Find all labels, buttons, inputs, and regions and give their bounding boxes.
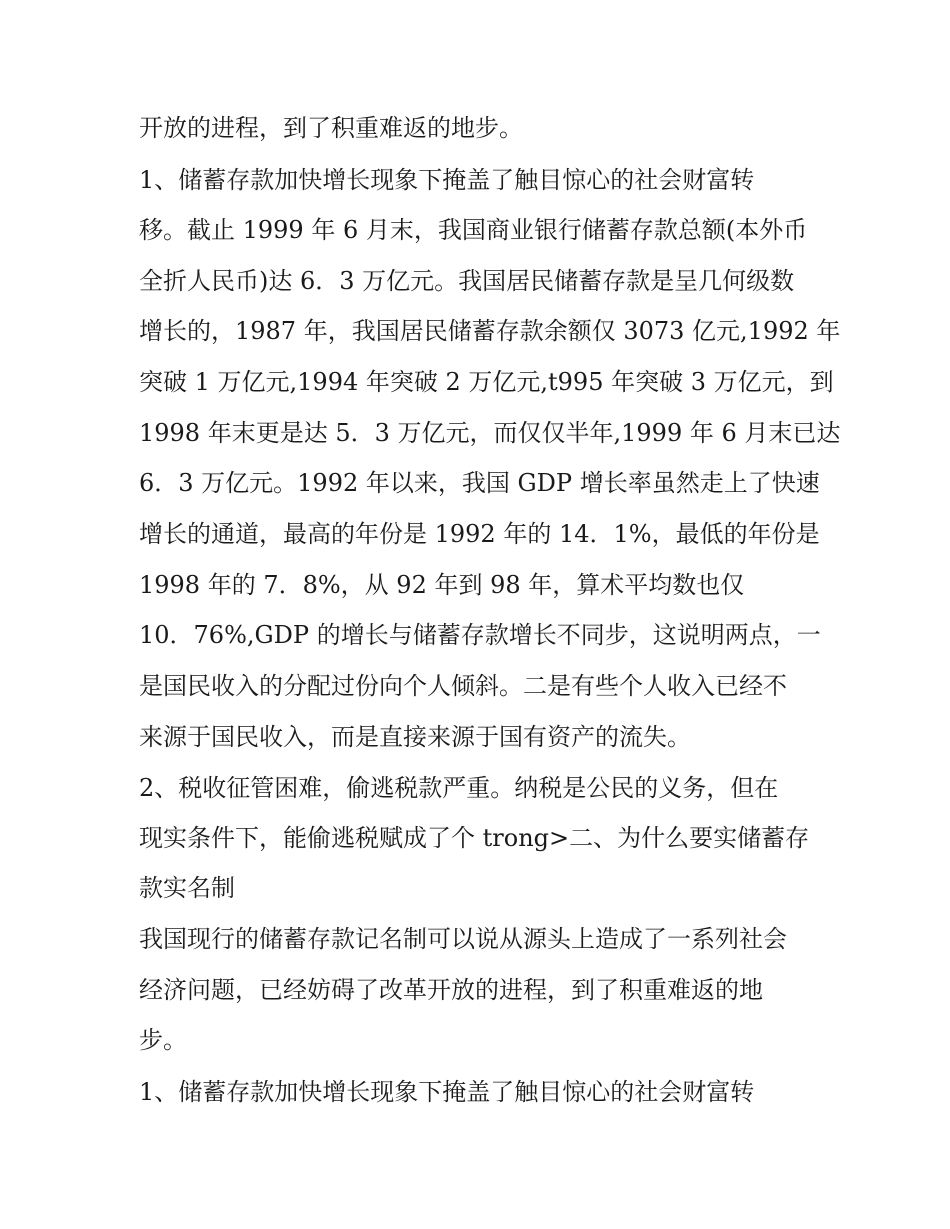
text-line: 1、储蓄存款加快增长现象下掩盖了触目惊心的社会财富转 — [139, 1078, 755, 1106]
text-line: 现实条件下，能偷逃税赋成了个 trong>二、为什么要实储蓄存 — [139, 824, 810, 852]
text-line: 增长的，1987 年，我国居民储蓄存款余额仅 3073 亿元,1992 年 — [139, 317, 841, 345]
text-line: 步。 — [139, 1026, 187, 1054]
text-line: 来源于国民收入，而是直接来源于国有资产的流失。 — [139, 723, 691, 751]
text-line: 6．3 万亿元。1992 年以来，我国 GDP 增长率虽然走上了快速 — [139, 469, 820, 497]
text-line: 是国民收入的分配过份向个人倾斜。二是有些个人收入已经不 — [139, 672, 787, 700]
text-line: 增长的通道，最高的年份是 1992 年的 14．1%，最低的年份是 — [139, 520, 820, 548]
text-line: 移。截止 1999 年 6 月末，我国商业银行储蓄存款总额(本外币 — [139, 216, 808, 244]
text-line: 全折人民币)达 6．3 万亿元。我国居民储蓄存款是呈几何级数 — [139, 267, 795, 295]
text-line: 10．76%,GDP 的增长与储蓄存款增长不同步，这说明两点，一 — [139, 621, 821, 649]
text-line: 2、税收征管困难，偷逃税款严重。纳税是公民的义务，但在 — [139, 774, 779, 802]
text-line: 突破 1 万亿元,1994 年突破 2 万亿元,t995 年突破 3 万亿元，到 — [139, 368, 834, 396]
text-line: 款实名制 — [139, 874, 235, 902]
text-line: 1、储蓄存款加快增长现象下掩盖了触目惊心的社会财富转 — [139, 166, 755, 194]
text-line: 1998 年末更是达 5．3 万亿元，而仅仅半年,1999 年 6 月末已达 — [139, 419, 841, 447]
text-line: 我国现行的储蓄存款记名制可以说从源头上造成了一系列社会 — [139, 925, 787, 953]
text-line: 1998 年的 7．8%，从 92 年到 98 年，算术平均数也仅 — [139, 571, 745, 599]
text-line: 开放的进程，到了积重难返的地步。 — [139, 114, 523, 142]
text-line: 经济问题，已经妨碍了改革开放的进程，到了积重难返的地 — [139, 976, 763, 1004]
